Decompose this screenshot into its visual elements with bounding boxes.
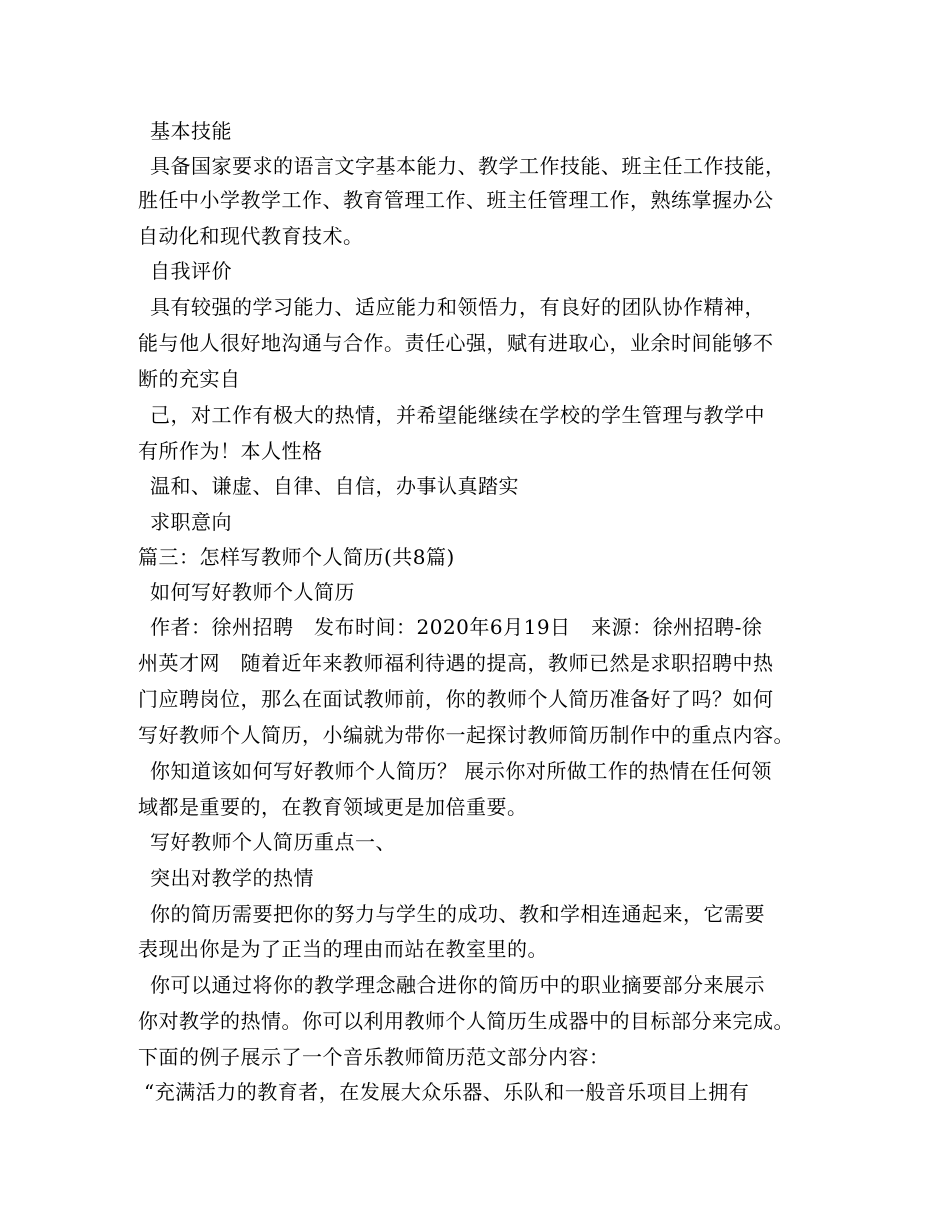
- article-title: 如何写好教师个人简历: [150, 580, 355, 604]
- text-line: 能与他人很好地沟通与合作。责任心强，赋有进取心，业余时间能够不: [138, 331, 774, 355]
- text-line: 温和、谦虚、自律、自信，办事认真踏实: [150, 474, 519, 498]
- section-heading-job-intention: 求职意向: [150, 510, 232, 534]
- text-line: 断的充实自: [138, 367, 241, 391]
- section-heading-self-evaluation: 自我评价: [150, 259, 232, 283]
- text-line: 你对教学的热情。你可以利用教师个人简历生成器中的目标部分来完成。: [138, 1009, 794, 1033]
- subheading-point-one: 写好教师个人简历重点一、: [150, 830, 396, 854]
- article-meta-line: 作者：徐州招聘 发布时间：2020年6月19日 来源：徐州招聘-徐: [150, 615, 763, 639]
- text-line: 己，对工作有极大的热情，并希望能继续在学校的学生管理与教学中: [150, 403, 765, 427]
- text-line: 胜任中小学教学工作、教育管理工作、班主任管理工作，熟练掌握办公: [138, 188, 774, 212]
- text-line: 你知道该如何写好教师个人简历？ 展示你对所做工作的热情在任何领: [150, 759, 772, 783]
- text-line: 有所作为！本人性格: [138, 439, 323, 463]
- chapter-title: 篇三：怎样写教师个人简历(共8篇): [138, 545, 455, 569]
- text-line: 州英才网 随着近年来教师福利待遇的提高，教师已然是求职招聘中热: [138, 651, 774, 675]
- quote-line: “充满活力的教育者，在发展大众乐器、乐队和一般音乐项目上拥有: [144, 1080, 750, 1104]
- text-line: 具有较强的学习能力、适应能力和领悟力，有良好的团队协作精神，: [150, 295, 765, 319]
- text-line: 门应聘岗位，那么在面试教师前，你的教师个人简历准备好了吗？如何: [138, 687, 774, 711]
- text-line: 具备国家要求的语言文字基本能力、教学工作技能、班主任工作技能，: [150, 154, 786, 178]
- text-line: 写好教师个人简历，小编就为带你一起探讨教师简历制作中的重点内容。: [138, 723, 794, 747]
- text-line: 表现出你是为了正当的理由而站在教室里的。: [138, 937, 548, 961]
- text-line: 下面的例子展示了一个音乐教师简历范文部分内容：: [138, 1045, 610, 1069]
- text-line: 你的简历需要把你的努力与学生的成功、教和学相连通起来，它需要: [150, 902, 765, 926]
- section-heading-basic-skills: 基本技能: [150, 119, 232, 143]
- text-line: 自动化和现代教育技术。: [138, 224, 364, 248]
- text-line: 你可以通过将你的教学理念融合进你的简历中的职业摘要部分来展示: [150, 973, 765, 997]
- text-line: 域都是重要的，在教育领域更是加倍重要。: [138, 795, 528, 819]
- subheading-passion: 突出对教学的热情: [150, 866, 314, 890]
